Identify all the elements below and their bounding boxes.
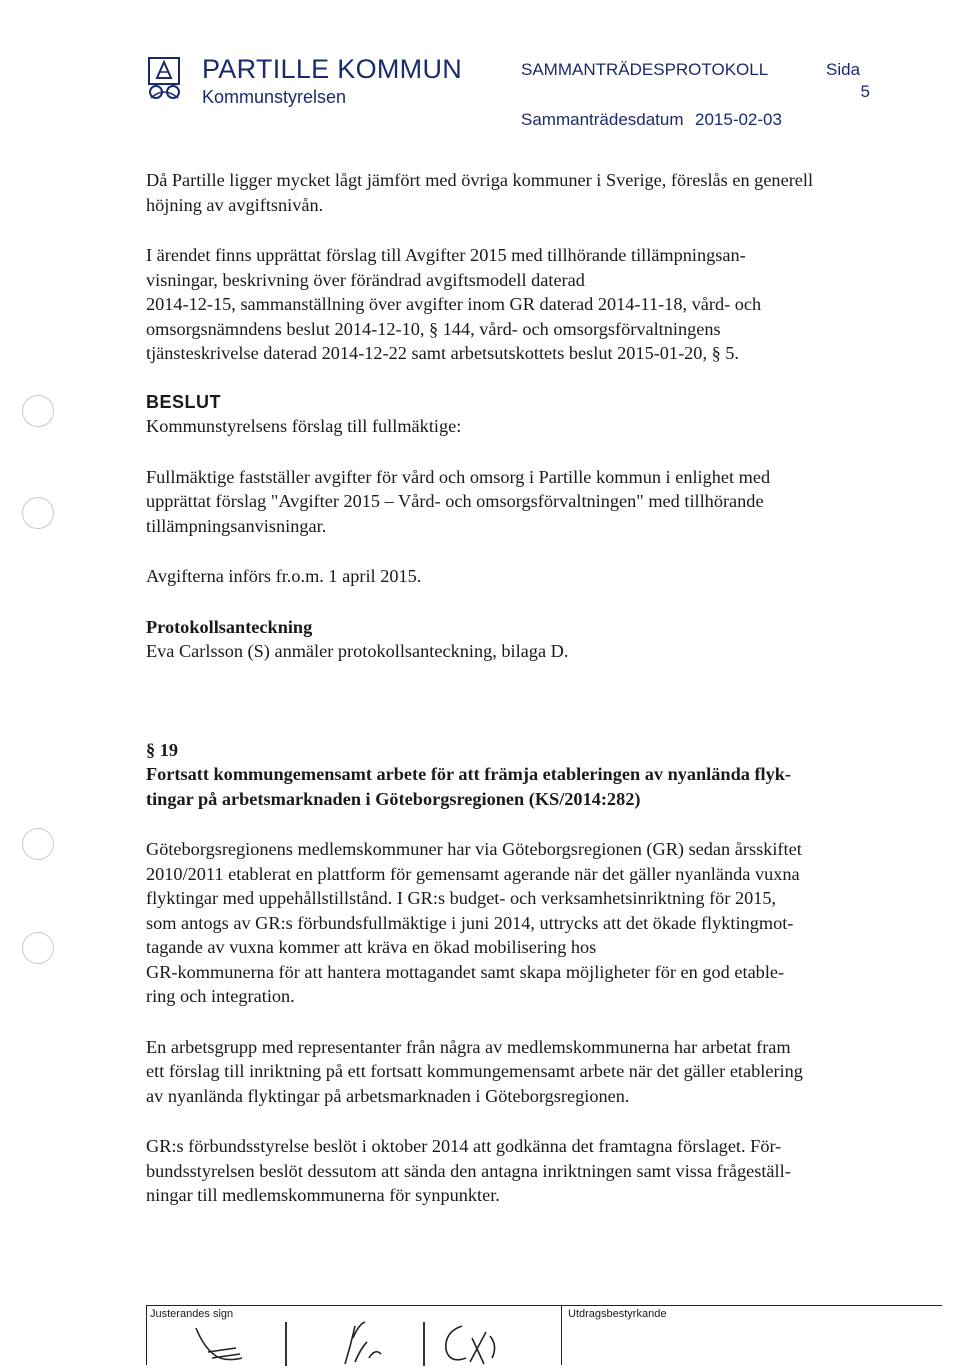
signature-separator-1 (285, 1322, 287, 1366)
justerandes-sign-label: Justerandes sign (150, 1308, 234, 1320)
hole-punch-2 (22, 497, 54, 529)
paragraph-gr-platform: Göteborgsregionens medlemskommuner har via Göteborgsregionen (GR) sedan årsskiftet 2010/2011 etablerat en plattform för gemensamt agerande när det gäller nyanlända vuxna flyktingar med uppehållstillstånd. I GR:s budget- och verksamhetsinriktning för 2015, som antogs av GR:s förbundsfullmäktige i juni 2014, uttrycks att det ökade flyktingmot- tagande av vuxna kommer att kräva en ökad mobilisering hos GR-kommunerna för att hantera mottagandet samt skapa möjligheter för en god etable- ring och integration. (146, 839, 802, 1006)
handwritten-signature-2 (325, 1318, 395, 1368)
section-title: Fortsatt kommungemensamt arbete för att främja etableringen av nyanlända flyk- tingar på arbetsmarknaden i Göteborgsregionen (KS/2014:282) (146, 764, 792, 809)
paragraph-effective-date: Avgifterna införs fr.o.m. 1 april 2015. (146, 566, 422, 586)
beslut-heading: BESLUT (146, 391, 221, 412)
handwritten-signature-3 (436, 1318, 516, 1368)
hole-punch-4 (22, 932, 54, 964)
protokoll-heading: Protokollsanteckning (146, 616, 313, 637)
paragraph-intro: Då Partille ligger mycket lågt jämfört med övriga kommuner i Sverige, föreslås en generell höjning av avgiftsnivån. (146, 170, 814, 215)
document-body (146, 168, 876, 1208)
handwritten-signature-1 (186, 1318, 266, 1368)
paragraph-board-decision: GR:s förbundsstyrelse beslöt i oktober 2014 att godkänna det framtagna förslaget. För- bundsstyrelsen beslöt dessutom att sända den antagna inriktningen samt vissa frågeställ- ningar till medlemskommunerna för synpunkter. (146, 1136, 791, 1205)
org-name: PARTILLE KOMMUN (202, 54, 463, 84)
section-number: § 19 (146, 739, 178, 760)
document-type: SAMMANTRÄDESPROTOKOLL (521, 60, 769, 79)
meeting-date-label: Sammanträdesdatum (521, 110, 684, 129)
paragraph-working-group: En arbetsgrupp med representanter från några av medlemskommunerna har arbetat fram ett förslag till inriktning på ett fortsatt kommungemensamt arbete när det gäller etablering av nyanlända flyktingar på arbetsmarknaden i Göteborgsregionen. (146, 1036, 803, 1106)
hole-punch-1 (22, 395, 54, 427)
meeting-date-value: 2015-02-03 (695, 110, 782, 129)
page-label: Sida (826, 60, 861, 79)
protokoll-text: Eva Carlsson (S) anmäler protokollsanteckning, bilaga D. (146, 641, 569, 661)
municipal-crest-icon (147, 56, 193, 102)
utdragsbestyrkande-label: Utdragsbestyrkande (568, 1308, 667, 1320)
hole-punch-3 (22, 828, 54, 860)
page-number: 5 (860, 82, 870, 101)
beslut-intro: Kommunstyrelsens förslag till fullmäktige: (146, 416, 462, 436)
footer-left-border (146, 1305, 147, 1365)
paragraph-background: I ärendet finns upprättat förslag till Avgifter 2015 med tillhörande tillämpningsan- visningar, beskrivning över förändrad avgiftsmodell daterad 2014-12-15, sammanställning över avgifter inom GR daterad 2014-11-18, vård- och omsorgsnämndens beslut 2014-12-10, § 144, vård- och omsorgsförvaltningens tjänsteskrivelse daterad 2014-12-22 samt arbetsutskottets beslut 2015-01-20, § 5. (146, 245, 762, 363)
signature-separator-2 (423, 1322, 425, 1366)
footer-rule (146, 1305, 942, 1306)
org-subtitle: Kommunstyrelsen (202, 87, 347, 107)
paragraph-decision: Fullmäktige fastställer avgifter för vård och omsorg i Partille kommun i enlighet med upprättat förslag "Avgifter 2015 – Vård- och omsorgsförvaltningen" med tillhörande tillämpningsanvisningar. (146, 466, 771, 536)
footer-divider (561, 1305, 562, 1365)
